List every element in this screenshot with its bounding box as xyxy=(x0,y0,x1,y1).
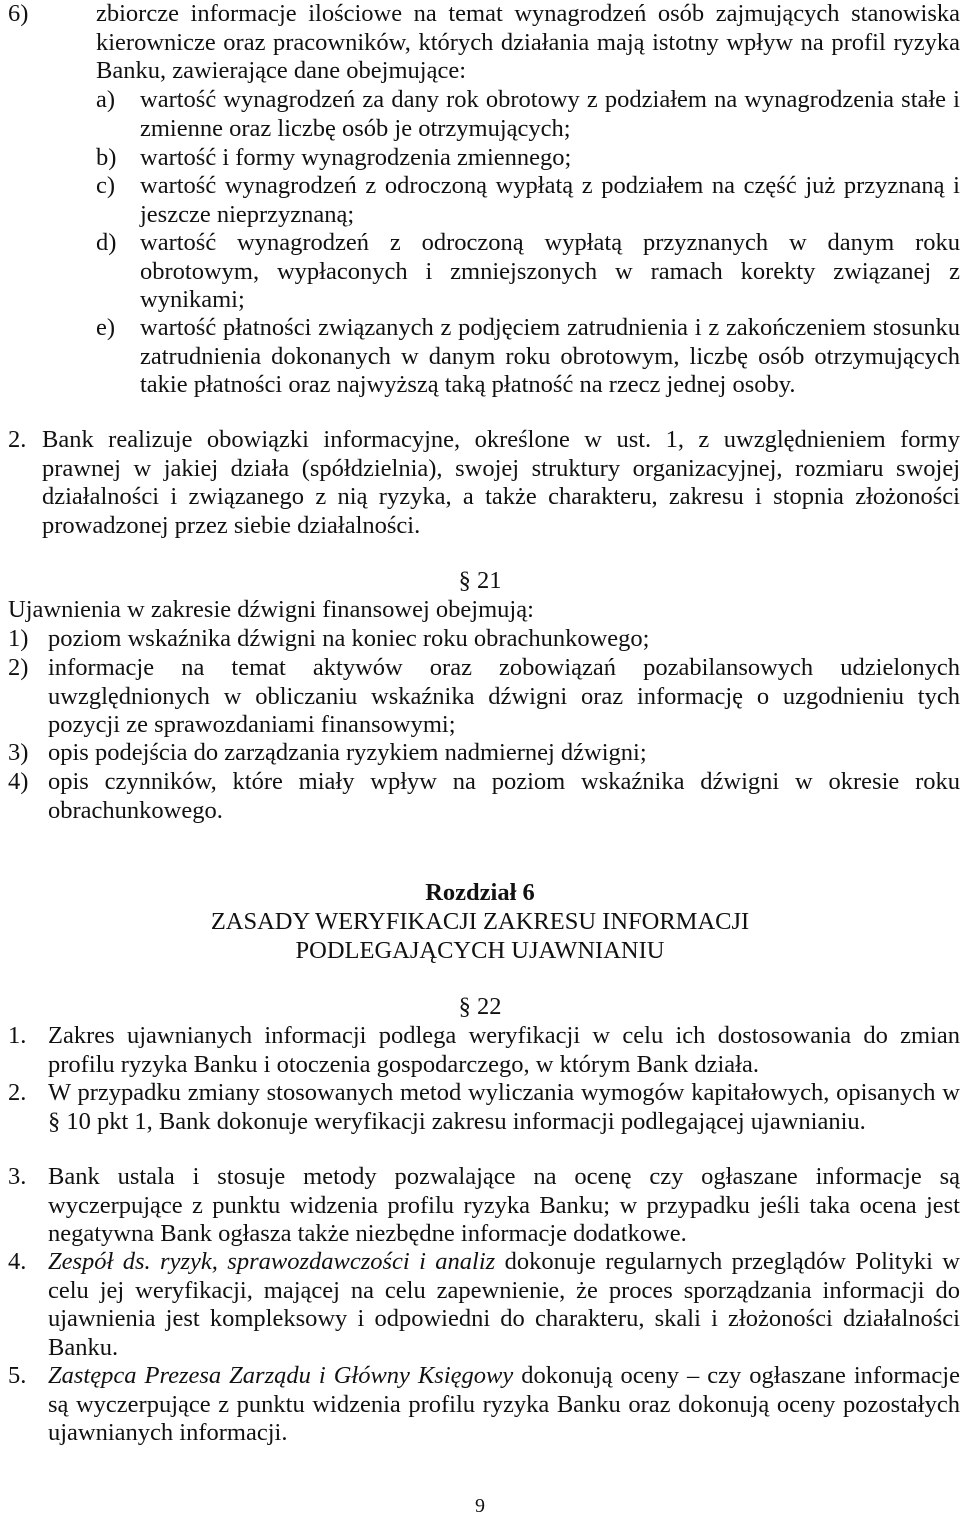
item-text-rest: dokonują oceny – czy ogłaszane informacje są wyczerpujące z punktu widzenia profilu ryzyka Banku oraz dokonują oceny pozostałych ujawnianych informacji. xyxy=(48,1362,960,1447)
item-text: Zakres ujawnianych informacji podlega weryfikacji w celu ich dostosowania do zmian profilu ryzyka Banku i otoczenia gospodarczego, w którym Bank działa. xyxy=(48,1022,960,1078)
item-label: 4. xyxy=(8,1248,27,1275)
page-number: 9 xyxy=(475,1495,485,1517)
list-item xyxy=(8,1248,960,1362)
item-label: a) xyxy=(96,86,116,113)
item-text: poziom wskaźnika dźwigni na koniec roku obrachunkowego; xyxy=(48,625,650,652)
item-text: wartość wynagrodzeń za dany rok obrotowy z podziałem na wynagrodzenia stałe i zmienne oraz liczbę osób je otrzymujących; xyxy=(140,86,960,142)
paragraph-item xyxy=(8,426,960,540)
item-label: 2. xyxy=(8,426,27,453)
list-item xyxy=(8,0,960,86)
item-label: 2) xyxy=(8,654,29,681)
item-label: 2. xyxy=(8,1079,27,1106)
list-item xyxy=(8,1022,960,1079)
item-text: opis podejścia do zarządzania ryzykiem nadmiernej dźwigni; xyxy=(48,739,647,766)
list-item xyxy=(8,768,960,825)
sub-list-item xyxy=(96,314,960,400)
item-text-rest: dokonuje regularnych przeglądów Polityki w celu jej weryfikacji, mającej na celu zapewnienie, że proces sporządzania informacji do ujawnienia jest kompleksowy i odpowiedni do charakteru, skali i złożoności działalności Banku. xyxy=(48,1248,960,1361)
item-text: wartość i formy wynagrodzenia zmiennego; xyxy=(140,144,572,171)
item-text: wartość wynagrodzeń z odroczoną wypłatą przyznanych w danym roku obrotowym, wypłaconych i zmniejszonych w ramach korekty związanej z wynikami; xyxy=(140,229,960,314)
chapter-title: Rozdział 6 xyxy=(425,879,535,906)
sub-list-item xyxy=(96,229,960,315)
item-text: Bank ustala i stosuje metody pozwalające na ocenę czy ogłaszane informacje są wyczerpujące z punktu widzenia profilu ryzyka Banku; w przypadku jeśli taka ocena jest negatywna Bank ogłasza także niezbędne informacje dodatkowe. xyxy=(48,1163,960,1248)
section-heading: § 22 xyxy=(458,993,502,1020)
item-label: 3. xyxy=(8,1163,27,1190)
list-item xyxy=(8,625,960,654)
item-label: e) xyxy=(96,314,116,341)
item-text: wartość płatności związanych z podjęciem zatrudnienia i z zakończeniem stosunku zatrudnienia dokonanych w danym roku obrotowym, liczbę osób otrzymujących takie płatności oraz najwyższą taką płatność na rzecz jednej osoby. xyxy=(140,314,960,399)
list-item xyxy=(8,1079,960,1136)
section-intro: Ujawnienia w zakresie dźwigni finansowej obejmują: xyxy=(8,596,534,623)
item-text: W przypadku zmiany stosowanych metod wyliczania wymogów kapitałowych, opisanych w § 10 pkt 1, Bank dokonuje weryfikacji zakresu informacji podlegającej ujawnianiu. xyxy=(48,1079,960,1135)
item-label: c) xyxy=(96,172,116,199)
item-text: informacje na temat aktywów oraz zobowiązań pozabilansowych udzielonych uwzględnionych w obliczaniu wskaźnika dźwigni oraz informację o uzgodnieniu tych pozycji ze sprawozdaniami finansowymi; xyxy=(48,654,960,739)
list-item xyxy=(8,739,960,768)
list-item xyxy=(8,1362,960,1448)
sub-list-item xyxy=(96,86,960,143)
item-label: 4) xyxy=(8,768,29,795)
item-label: 1. xyxy=(8,1022,27,1049)
chapter-subtitle-line-2: PODLEGAJĄCYCH UJAWNIANIU xyxy=(295,937,665,964)
sub-list-item xyxy=(96,144,960,173)
item-text: Bank realizuje obowiązki informacyjne, określone w ust. 1, z uwzględnieniem formy prawnej w jakiej działa (spółdzielnia), swojej struktury organizacyjnej, rozmiaru swojej działalności i związanego z nią ryzyka, a także charakteru, zakresu i stopnia złożoności prowadzonej przez siebie działalności. xyxy=(42,426,960,539)
section-heading: § 21 xyxy=(458,567,502,594)
item-text: wartość wynagrodzeń z odroczoną wypłatą z podziałem na część już przyznaną i jeszcze nieprzyznaną; xyxy=(140,172,960,228)
item-label: 5. xyxy=(8,1362,27,1389)
item-label: 6) xyxy=(8,0,29,27)
item-label: d) xyxy=(96,229,117,256)
list-item xyxy=(8,1163,960,1249)
item-label: 1) xyxy=(8,625,29,652)
responsible-persons: Zastępca Prezesa Zarządu i Główny Księgowy xyxy=(48,1362,514,1389)
responsible-unit: Zespół ds. ryzyk, sprawozdawczości i analiz xyxy=(48,1248,496,1275)
item-text xyxy=(48,1248,960,1362)
sub-list-item xyxy=(96,172,960,229)
item-text: opis czynników, które miały wpływ na poziom wskaźnika dźwigni w okresie roku obrachunkowego. xyxy=(48,768,960,824)
item-text xyxy=(48,1362,960,1448)
chapter-subtitle-line-1: ZASADY WERYFIKACJI ZAKRESU INFORMACJI xyxy=(210,908,750,935)
item-text: zbiorcze informacje ilościowe na temat wynagrodzeń osób zajmujących stanowiska kierownicze oraz pracowników, których działania mają istotny wpływ na profil ryzyka Banku, zawierające dane obejmujące: xyxy=(96,0,960,85)
item-label: 3) xyxy=(8,739,29,766)
item-label: b) xyxy=(96,144,117,171)
list-item xyxy=(8,654,960,740)
